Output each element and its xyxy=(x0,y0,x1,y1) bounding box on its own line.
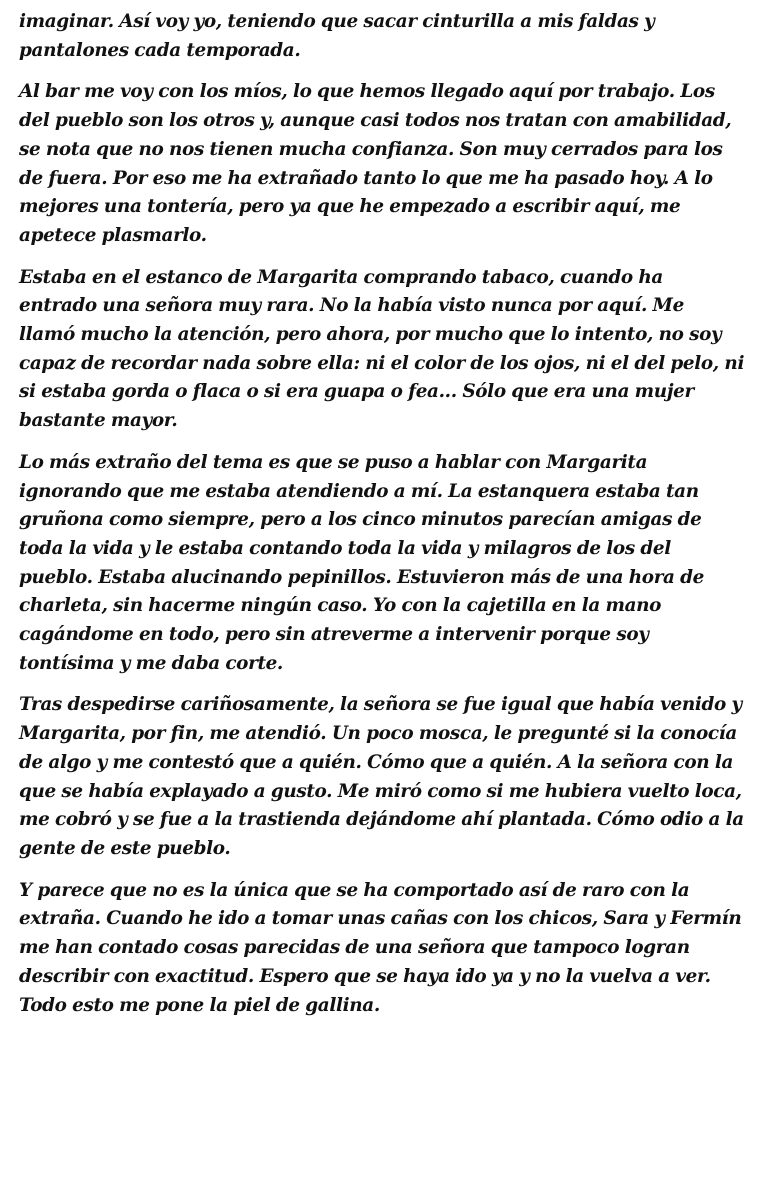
paragraph-1: imaginar. Así voy yo, teniendo que sacar cinturilla a mis faldas y pantalones cada temporada. xyxy=(19,11,655,61)
document-page xyxy=(19,8,745,1033)
paragraph-3: Estaba en el estanco de Margarita comprando tabaco, cuando ha entrado una señora muy rara. No la había visto nunca por aquí. Me llamó mucho la atención, pero ahora, por mucho que lo intento, no soy capaz de recordar nada sobre ella: ni el color de los ojos, ni el del pelo, ni si estaba gorda o flaca o si era guapa o fea... Sólo que era una mujer bastante mayor. xyxy=(19,266,745,432)
paragraph-5: Tras despedirse cariñosamente, la señora se fue igual que había venido y Margarita, por fin, me atendió. Un poco mosca, le pregunté si la conocía de algo y me contestó que a quién. Cómo que a quién. A la señora con la que se había explayado a gusto. Me miró como si me hubiera vuelto loca, me cobró y se fue a la trastienda dejándome ahí plantada. Cómo odio a la gente de este pueblo. xyxy=(19,694,744,859)
paragraph-2: Al bar me voy con los míos, lo que hemos llegado aquí por trabajo. Los del pueblo son los otros y, aunque casi todos nos tratan con amabilidad, se nota que no nos tienen mucha confianza. Son muy cerrados para los de fuera. Por eso me ha extrañado tanto lo que me ha pasado hoy. A lo mejores una tontería, pero ya que he empezado a escribir aquí, me apetece plasmarlo. xyxy=(19,81,732,246)
paragraph-6: Y parece que no es la única que se ha comportado así de raro con la extraña. Cuando he ido a tomar unas cañas con los chicos, Sara y Fermín me han contado cosas parecidas de una señora que tampoco logran describir con exactitud. Espero que se haya ido ya y no la vuelva a ver. Todo esto me pone la piel de gallina. xyxy=(19,879,742,1016)
paragraph-4: Lo más extraño del tema es que se puso a hablar con Margarita ignorando que me estaba atendiendo a mí. La estanquera estaba tan gruñona como siempre, pero a los cinco minutos parecían amigas de toda la vida y le estaba contando toda la vida y milagros de los del pueblo. Estaba alucinando pepinillos. Estuvieron más de una hora de charleta, sin hacerme ningún caso. Yo con la cajetilla en la mano cagándome en todo, pero sin atreverme a intervenir porque soy tontísima y me daba corte. xyxy=(19,451,705,674)
